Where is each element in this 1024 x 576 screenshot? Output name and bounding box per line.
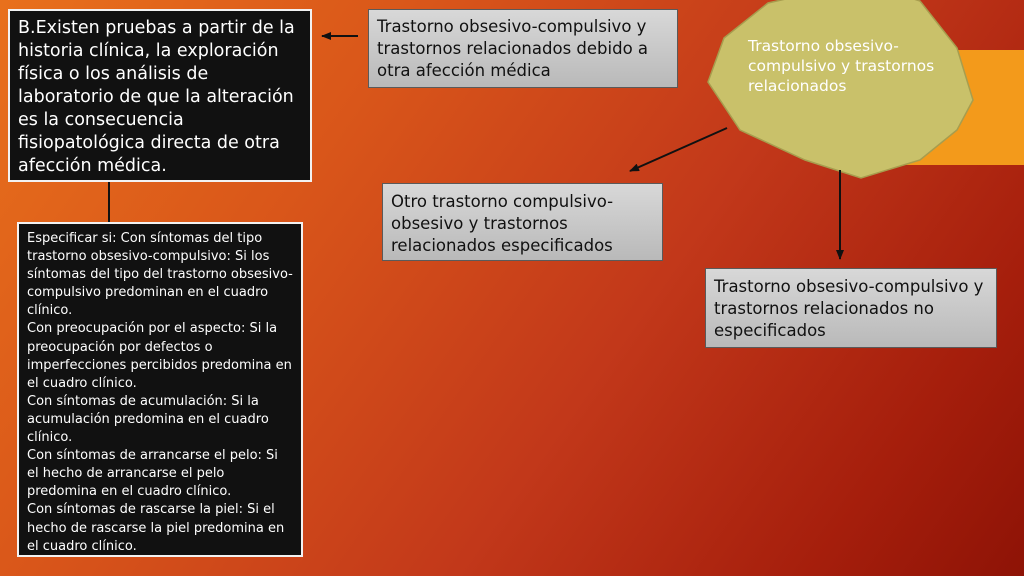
criterio-b-box: B.Existen pruebas a partir de la historia clínica, la exploración física o los análisis de laboratorio de que la alteración es la consecuencia fisiopatológica directa de otra afección médica. bbox=[8, 9, 312, 182]
debido-afeccion-box: Trastorno obsesivo-compulsivo y trastornos relacionados debido a otra afección médica bbox=[368, 9, 678, 88]
especificar-box: Especificar si: Con síntomas del tipo trastorno obsesivo-compulsivo: Si los síntomas del tipo del trastorno obsesivo-compulsivo predominan en el cuadro clínico. Con preocupación por el aspecto: Si la preocupación por defectos o imperfecciones percibidos predomina en el cuadro clínico. Con síntomas de acumulación: Si la acumulación predomina en el cuadro clínico. Con síntomas de arrancarse el pelo: Si el hecho de arrancarse el pelo predomina en el cuadro clínico. Con síntomas de rascarse la piel: Si el hecho de rascarse la piel predomina en el cuadro clínico. bbox=[17, 222, 303, 557]
central-node-label: Trastorno obsesivo-compulsivo y trastornos relacionados bbox=[748, 37, 935, 95]
no-especificado-box: Trastorno obsesivo-compulsivo y trastornos relacionados no especificados bbox=[705, 268, 997, 348]
arrow-to-otro-especificado bbox=[630, 128, 727, 171]
otro-especificado-box: Otro trastorno compulsivo-obsesivo y trastornos relacionados especificados bbox=[382, 183, 663, 261]
